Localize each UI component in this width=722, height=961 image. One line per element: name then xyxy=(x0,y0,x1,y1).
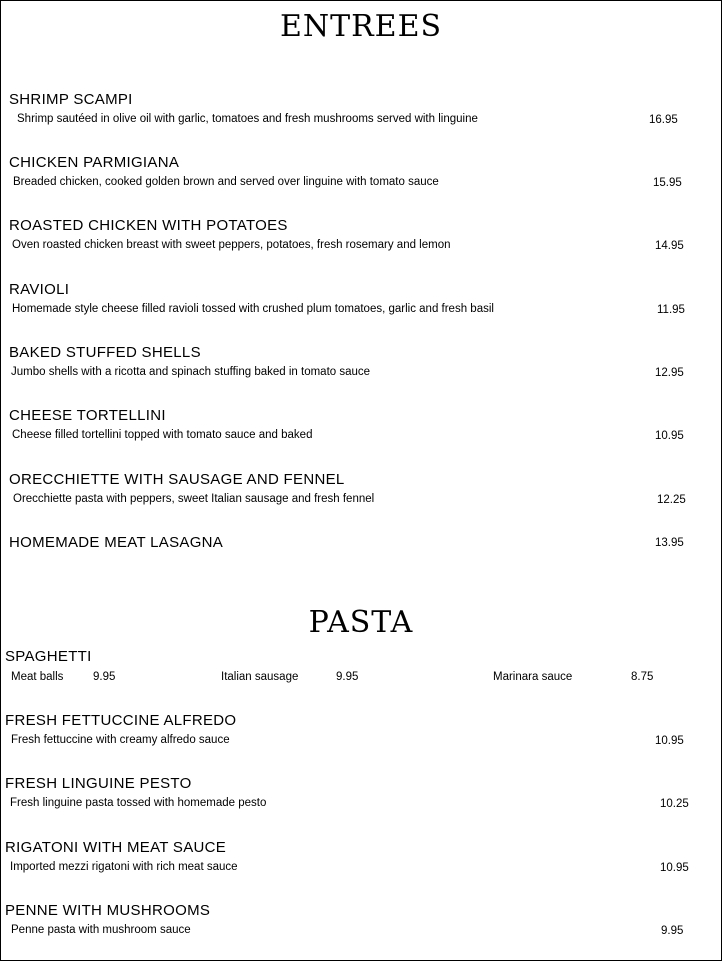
entrees-title: ENTREES xyxy=(279,9,443,44)
item-name: PENNE WITH MUSHROOMS xyxy=(5,902,211,919)
item-description: Fresh fettuccine with creamy alfredo sauce xyxy=(11,734,230,746)
option-label: Marinara sauce xyxy=(493,671,573,683)
item-description: Jumbo shells with a ricotta and spinach stuffing baked in tomato sauce xyxy=(11,366,371,378)
menu-item xyxy=(9,534,223,552)
item-name: RAVIOLI xyxy=(9,281,70,298)
item-price: 11.95 xyxy=(657,304,685,316)
item-price: 10.95 xyxy=(655,430,684,442)
item-description: Shrimp sautéed in olive oil with garlic, tomatoes and fresh mushrooms served with linguine xyxy=(17,113,478,125)
item-description: Imported mezzi rigatoni with rich meat sauce xyxy=(10,861,238,873)
item-price: 10.25 xyxy=(660,798,689,810)
option-price: 8.75 xyxy=(631,671,654,683)
menu-item xyxy=(9,217,451,253)
menu-item xyxy=(5,775,266,811)
item-price: 14.95 xyxy=(655,240,684,252)
menu-item-spaghetti xyxy=(5,648,92,666)
item-description: Homemade style cheese filled ravioli tossed with crushed plum tomatoes, garlic and fresh basil xyxy=(12,303,494,315)
item-name: SPAGHETTI xyxy=(5,648,92,665)
item-name: FRESH LINGUINE PESTO xyxy=(5,775,192,792)
item-name: CHICKEN PARMIGIANA xyxy=(9,154,180,171)
item-price: 16.95 xyxy=(649,114,678,126)
item-price: 12.95 xyxy=(655,367,684,379)
menu-item xyxy=(9,281,494,317)
item-price: 10.95 xyxy=(660,862,689,874)
item-price: 15.95 xyxy=(653,177,682,189)
option-label: Meat balls xyxy=(11,671,64,683)
item-description: Orecchiette pasta with peppers, sweet Italian sausage and fresh fennel xyxy=(13,493,375,505)
option-price: 9.95 xyxy=(336,671,359,683)
item-name: FRESH FETTUCCINE ALFREDO xyxy=(5,712,237,729)
pasta-title: PASTA xyxy=(308,605,414,640)
item-name: RIGATONI WITH MEAT SAUCE xyxy=(5,839,227,856)
item-description: Oven roasted chicken breast with sweet peppers, potatoes, fresh rosemary and lemon xyxy=(12,239,451,251)
item-price: 10.95 xyxy=(655,735,684,747)
item-name: ORECCHIETTE WITH SAUSAGE AND FENNEL xyxy=(9,471,345,488)
item-price: 13.95 xyxy=(655,537,684,549)
menu-item xyxy=(5,839,238,875)
item-name: BAKED STUFFED SHELLS xyxy=(9,344,201,361)
item-name: CHEESE TORTELLINI xyxy=(9,407,166,424)
item-price: 12.25 xyxy=(657,494,686,506)
menu-item xyxy=(9,154,439,190)
menu-item xyxy=(9,407,312,443)
item-description: Cheese filled tortellini topped with tomato sauce and baked xyxy=(12,429,313,441)
item-name: HOMEMADE MEAT LASAGNA xyxy=(9,534,224,551)
item-description: Breaded chicken, cooked golden brown and served over linguine with tomato sauce xyxy=(13,176,439,188)
item-description: Penne pasta with mushroom sauce xyxy=(11,924,191,936)
option-price: 9.95 xyxy=(93,671,116,683)
menu-item xyxy=(9,91,478,127)
option-label: Italian sausage xyxy=(221,671,299,683)
menu-item xyxy=(5,712,236,748)
menu-item xyxy=(9,471,374,507)
menu-item xyxy=(9,344,370,380)
item-name: ROASTED CHICKEN WITH POTATOES xyxy=(9,217,288,234)
item-price: 9.95 xyxy=(661,925,684,937)
menu-item xyxy=(5,902,210,938)
item-name: SHRIMP SCAMPI xyxy=(9,91,133,108)
item-description: Fresh linguine pasta tossed with homemade pesto xyxy=(10,797,267,809)
